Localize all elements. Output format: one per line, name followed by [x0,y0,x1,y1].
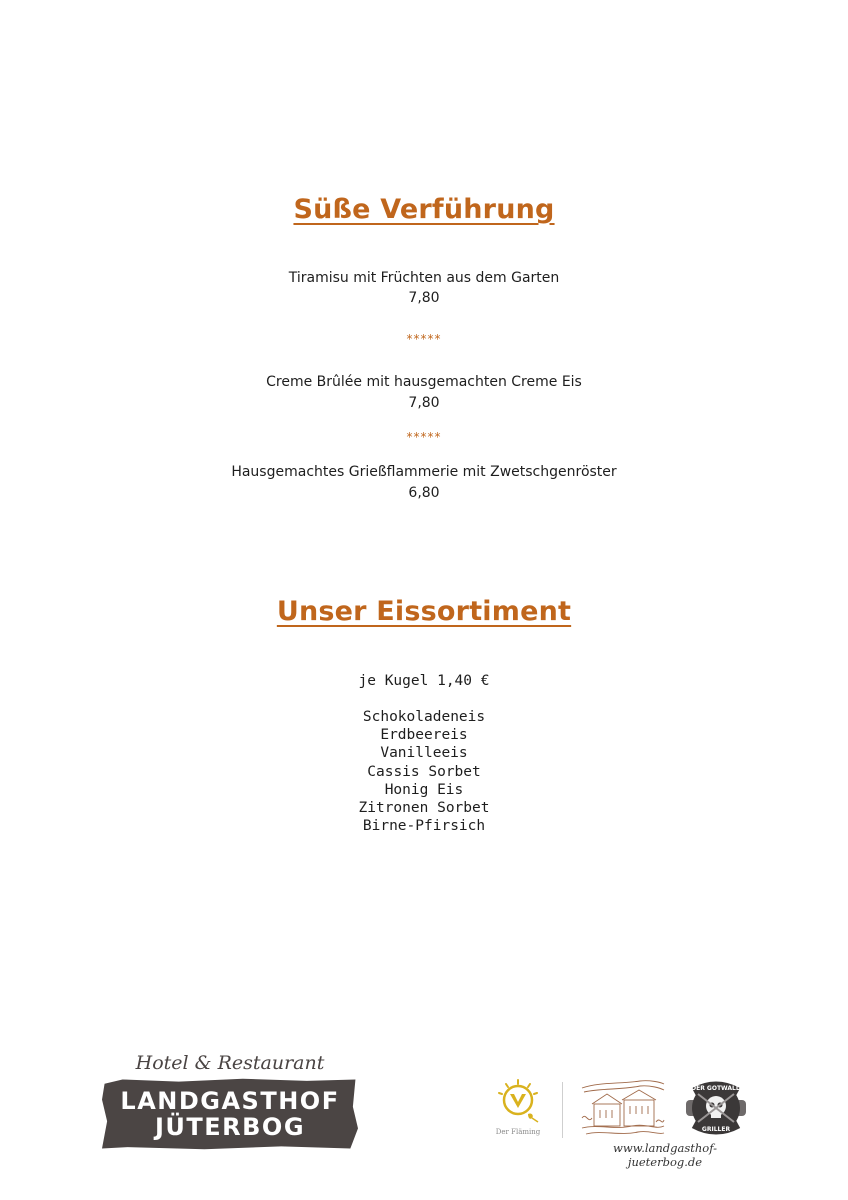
logo-script-text: Hotel & Restaurant [135,1052,325,1074]
flaming-logo [488,1076,548,1142]
menu-item-name: Tiramisu mit Früchten aus dem Garten [288,270,560,286]
logo-line-1: LANDGASTHOF [120,1087,340,1115]
flavor-item: Birne-Pfirsich [362,818,486,835]
flaming-sun-icon [488,1076,548,1128]
flavor-item: Erdbeereis [380,727,468,744]
flavor-list [0,708,848,835]
griller-bottom-text: GRILLER [701,1126,731,1133]
flavor-item: Cassis Sorbet [367,763,481,780]
price-per-scoop: je Kugel 1,40 € [358,673,490,689]
menu-item-price: 6,80 [408,485,440,501]
building-sketch-icon [580,1078,666,1140]
separator: ***** [406,430,442,444]
footer-divider [562,1082,563,1138]
menu-item-price: 7,80 [408,395,440,411]
logo-line-2: JÜTERBOG [154,1113,306,1141]
menu-item-name: Hausgemachtes Grießflammerie mit Zwetschgenröster [231,464,617,480]
griller-badge-icon [682,1078,750,1140]
flavor-item: Schokoladeneis [362,709,486,725]
menu-item-name: Creme Brûlée mit hausgemachten Creme Eis [266,374,582,390]
landgasthof-logo [100,1052,360,1152]
menu-item-price: 7,80 [408,290,440,306]
separator: ***** [406,332,442,346]
section-title-ice-cream: Unser Eissortiment [276,596,572,628]
griller-top-text: DER GOTWALD [691,1085,741,1092]
website-url: www.landgasthof-jueterbog.de [613,1141,717,1169]
flaming-label: Der Fläming [495,1128,541,1136]
section-title-desserts: Süße Verführung [293,194,555,226]
flavor-item: Zitronen Sorbet [358,800,490,817]
flavor-item: Honig Eis [384,781,464,798]
flavor-item: Vanilleeis [380,745,468,762]
